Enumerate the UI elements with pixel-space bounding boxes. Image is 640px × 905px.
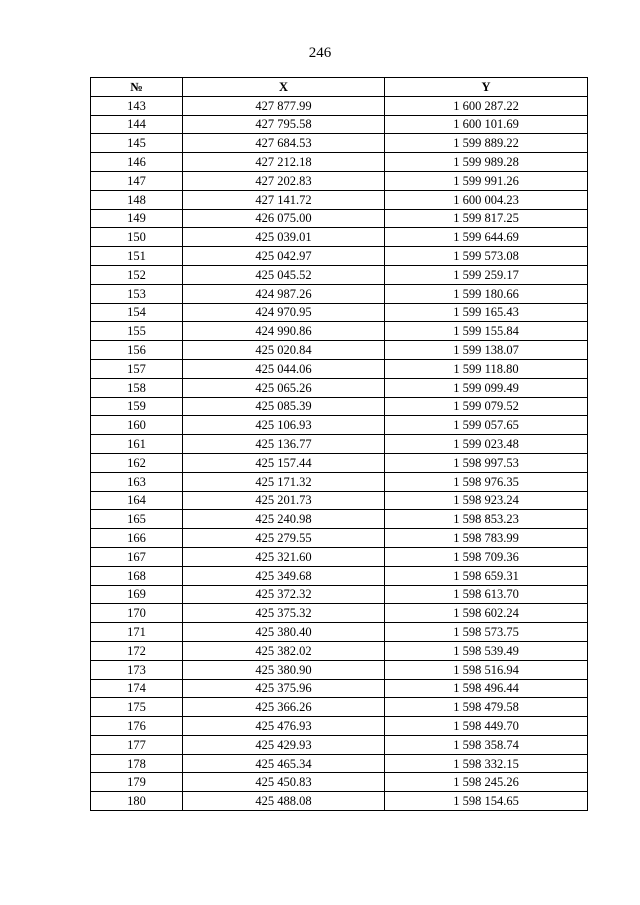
table-row — [91, 510, 588, 529]
cell-number: 150 — [91, 228, 183, 247]
table-row — [91, 453, 588, 472]
cell-number: 145 — [91, 134, 183, 153]
cell-number: 160 — [91, 416, 183, 435]
cell-number: 159 — [91, 397, 183, 416]
cell-y: 1 599 138.07 — [385, 341, 588, 360]
cell-y: 1 599 989.28 — [385, 153, 588, 172]
table-row — [91, 792, 588, 811]
cell-x: 425 136.77 — [183, 435, 385, 454]
cell-y: 1 599 259.17 — [385, 265, 588, 284]
table-row — [91, 190, 588, 209]
table-row — [91, 115, 588, 134]
cell-number: 179 — [91, 773, 183, 792]
cell-y: 1 599 180.66 — [385, 284, 588, 303]
cell-number: 148 — [91, 190, 183, 209]
table-row — [91, 754, 588, 773]
cell-x: 425 039.01 — [183, 228, 385, 247]
cell-number: 163 — [91, 472, 183, 491]
cell-y: 1 598 539.49 — [385, 641, 588, 660]
table-body — [91, 96, 588, 810]
cell-number: 174 — [91, 679, 183, 698]
cell-y: 1 598 602.24 — [385, 604, 588, 623]
table-row — [91, 435, 588, 454]
cell-x: 425 240.98 — [183, 510, 385, 529]
cell-y: 1 598 997.53 — [385, 453, 588, 472]
cell-number: 177 — [91, 735, 183, 754]
cell-x: 425 279.55 — [183, 529, 385, 548]
cell-number: 154 — [91, 303, 183, 322]
cell-number: 173 — [91, 660, 183, 679]
cell-y: 1 599 057.65 — [385, 416, 588, 435]
table-row — [91, 209, 588, 228]
header-y: Y — [385, 78, 588, 97]
cell-x: 427 212.18 — [183, 153, 385, 172]
table-row — [91, 679, 588, 698]
table-row — [91, 284, 588, 303]
cell-x: 425 372.32 — [183, 585, 385, 604]
cell-x: 425 375.96 — [183, 679, 385, 698]
cell-y: 1 598 516.94 — [385, 660, 588, 679]
table-row — [91, 717, 588, 736]
cell-x: 425 065.26 — [183, 378, 385, 397]
cell-y: 1 599 817.25 — [385, 209, 588, 228]
cell-x: 425 157.44 — [183, 453, 385, 472]
cell-x: 425 106.93 — [183, 416, 385, 435]
cell-x: 425 349.68 — [183, 566, 385, 585]
cell-y: 1 598 976.35 — [385, 472, 588, 491]
cell-x: 425 375.32 — [183, 604, 385, 623]
cell-y: 1 598 496.44 — [385, 679, 588, 698]
cell-y: 1 598 613.70 — [385, 585, 588, 604]
table-row — [91, 529, 588, 548]
cell-y: 1 598 783.99 — [385, 529, 588, 548]
cell-number: 169 — [91, 585, 183, 604]
cell-x: 425 380.40 — [183, 623, 385, 642]
cell-number: 172 — [91, 641, 183, 660]
cell-number: 162 — [91, 453, 183, 472]
cell-x: 427 795.58 — [183, 115, 385, 134]
cell-x: 427 202.83 — [183, 171, 385, 190]
table-row — [91, 698, 588, 717]
header-x: X — [183, 78, 385, 97]
cell-y: 1 598 853.23 — [385, 510, 588, 529]
table-row — [91, 322, 588, 341]
table-row — [91, 265, 588, 284]
cell-x: 425 042.97 — [183, 247, 385, 266]
table-row — [91, 96, 588, 115]
table-row — [91, 472, 588, 491]
table-row — [91, 228, 588, 247]
cell-x: 424 987.26 — [183, 284, 385, 303]
cell-x: 425 476.93 — [183, 717, 385, 736]
table-row — [91, 585, 588, 604]
cell-number: 158 — [91, 378, 183, 397]
cell-number: 175 — [91, 698, 183, 717]
cell-x: 425 450.83 — [183, 773, 385, 792]
page-number: 246 — [308, 45, 332, 61]
cell-number: 176 — [91, 717, 183, 736]
cell-y: 1 599 644.69 — [385, 228, 588, 247]
table-row — [91, 134, 588, 153]
cell-x: 425 488.08 — [183, 792, 385, 811]
table-row — [91, 773, 588, 792]
cell-number: 167 — [91, 547, 183, 566]
cell-x: 427 141.72 — [183, 190, 385, 209]
cell-y: 1 598 659.31 — [385, 566, 588, 585]
cell-x: 424 970.95 — [183, 303, 385, 322]
coordinates-table — [90, 77, 588, 811]
cell-number: 166 — [91, 529, 183, 548]
cell-number: 146 — [91, 153, 183, 172]
table-row — [91, 604, 588, 623]
cell-y: 1 600 101.69 — [385, 115, 588, 134]
cell-number: 149 — [91, 209, 183, 228]
cell-y: 1 599 991.26 — [385, 171, 588, 190]
cell-x: 425 382.02 — [183, 641, 385, 660]
table-row — [91, 491, 588, 510]
cell-y: 1 600 004.23 — [385, 190, 588, 209]
cell-x: 425 380.90 — [183, 660, 385, 679]
cell-y: 1 599 079.52 — [385, 397, 588, 416]
cell-y: 1 599 099.49 — [385, 378, 588, 397]
cell-number: 171 — [91, 623, 183, 642]
table-row — [91, 735, 588, 754]
cell-y: 1 598 709.36 — [385, 547, 588, 566]
cell-x: 425 020.84 — [183, 341, 385, 360]
table-row — [91, 247, 588, 266]
cell-number: 155 — [91, 322, 183, 341]
cell-x: 426 075.00 — [183, 209, 385, 228]
cell-y: 1 598 479.58 — [385, 698, 588, 717]
cell-x: 425 044.06 — [183, 359, 385, 378]
table-header-row — [91, 78, 588, 97]
table-row — [91, 171, 588, 190]
cell-y: 1 598 245.26 — [385, 773, 588, 792]
cell-number: 161 — [91, 435, 183, 454]
cell-x: 427 877.99 — [183, 96, 385, 115]
cell-y: 1 599 155.84 — [385, 322, 588, 341]
cell-number: 170 — [91, 604, 183, 623]
table-row — [91, 660, 588, 679]
cell-y: 1 598 923.24 — [385, 491, 588, 510]
cell-x: 425 045.52 — [183, 265, 385, 284]
cell-number: 143 — [91, 96, 183, 115]
cell-number: 144 — [91, 115, 183, 134]
table-row — [91, 416, 588, 435]
cell-x: 427 684.53 — [183, 134, 385, 153]
table-row — [91, 547, 588, 566]
header-number: № — [91, 78, 183, 97]
table-row — [91, 341, 588, 360]
cell-y: 1 598 332.15 — [385, 754, 588, 773]
cell-x: 425 429.93 — [183, 735, 385, 754]
cell-x: 425 085.39 — [183, 397, 385, 416]
cell-x: 425 201.73 — [183, 491, 385, 510]
cell-number: 152 — [91, 265, 183, 284]
cell-number: 147 — [91, 171, 183, 190]
cell-number: 168 — [91, 566, 183, 585]
cell-y: 1 599 118.80 — [385, 359, 588, 378]
table-row — [91, 566, 588, 585]
cell-y: 1 600 287.22 — [385, 96, 588, 115]
table-row — [91, 359, 588, 378]
cell-number: 156 — [91, 341, 183, 360]
table-row — [91, 303, 588, 322]
cell-y: 1 599 023.48 — [385, 435, 588, 454]
cell-number: 157 — [91, 359, 183, 378]
cell-number: 165 — [91, 510, 183, 529]
cell-number: 153 — [91, 284, 183, 303]
cell-y: 1 598 573.75 — [385, 623, 588, 642]
cell-x: 425 321.60 — [183, 547, 385, 566]
cell-y: 1 599 889.22 — [385, 134, 588, 153]
cell-number: 164 — [91, 491, 183, 510]
table-row — [91, 641, 588, 660]
cell-y: 1 599 165.43 — [385, 303, 588, 322]
cell-y: 1 598 449.70 — [385, 717, 588, 736]
table-row — [91, 397, 588, 416]
cell-x: 424 990.86 — [183, 322, 385, 341]
cell-y: 1 598 154.65 — [385, 792, 588, 811]
cell-x: 425 171.32 — [183, 472, 385, 491]
table-row — [91, 378, 588, 397]
cell-x: 425 366.26 — [183, 698, 385, 717]
cell-number: 180 — [91, 792, 183, 811]
table-row — [91, 623, 588, 642]
cell-y: 1 599 573.08 — [385, 247, 588, 266]
cell-x: 425 465.34 — [183, 754, 385, 773]
cell-y: 1 598 358.74 — [385, 735, 588, 754]
cell-number: 178 — [91, 754, 183, 773]
cell-number: 151 — [91, 247, 183, 266]
table-row — [91, 153, 588, 172]
